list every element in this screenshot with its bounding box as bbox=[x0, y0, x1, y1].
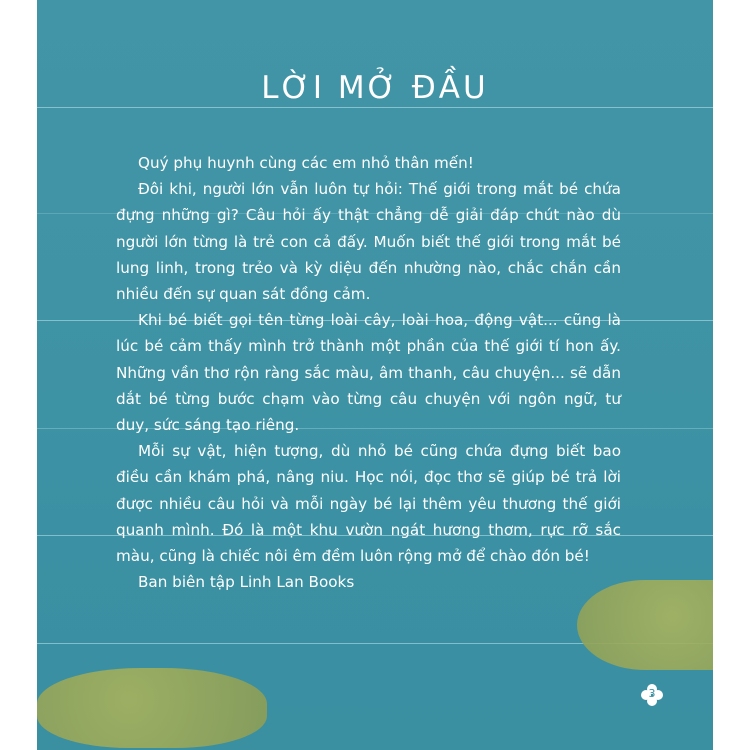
paragraph: Mỗi sự vật, hiện tượng, dù nhỏ bé cũng chứa đựng biết bao điều cần khám phá, nâng niu. Học nói, đọc thơ sẽ giúp bé trả lời được nhiều câu hỏi và mỗi ngày bé lại thêm yêu thương thế giới quanh mình. Đó là một khu vườn ngát hương thơm, rực rỡ sắc màu, cũng là chiếc nôi êm đềm luôn rộng mở để chào đón bé! bbox=[116, 442, 621, 566]
paragraph: Khi bé biết gọi tên từng loài cây, loài hoa, động vật... cũng là lúc bé cảm thấy mình trở thành một phần của thế giới tí hon ấy. Những vần thơ rộn ràng sắc màu, âm thanh, câu chuyện... sẽ dẫn dắt bé từng bước chạm vào từng câu chuyện với ngôn ngữ, tư duy, sức sáng tạo riêng. bbox=[116, 311, 621, 435]
greeting: Quý phụ huynh cùng các em nhỏ thân mến! bbox=[138, 154, 474, 172]
page-number: 3 bbox=[648, 687, 656, 700]
lily-pad-illustration bbox=[37, 668, 267, 748]
paragraph: Đôi khi, người lớn vẫn luôn tự hỏi: Thế giới trong mắt bé chứa đựng những gì? Câu hỏi ấy thật chẳng dễ giải đáp chút nào dù người lớn từng là trẻ con cả đấy. Muốn biết thế giới trong mắt bé lung linh, trong trẻo và kỳ diệu đến nhường nào, chắc chắn cần nhiều đến sự quan sát đồng cảm. bbox=[116, 180, 621, 304]
signature: Ban biên tập Linh Lan Books bbox=[138, 573, 355, 592]
page-number-badge bbox=[641, 684, 663, 706]
book-page bbox=[37, 0, 713, 750]
divider-line bbox=[37, 107, 713, 108]
preface-text bbox=[116, 150, 621, 595]
page-title: LỜI MỞ ĐẦU bbox=[261, 70, 489, 106]
